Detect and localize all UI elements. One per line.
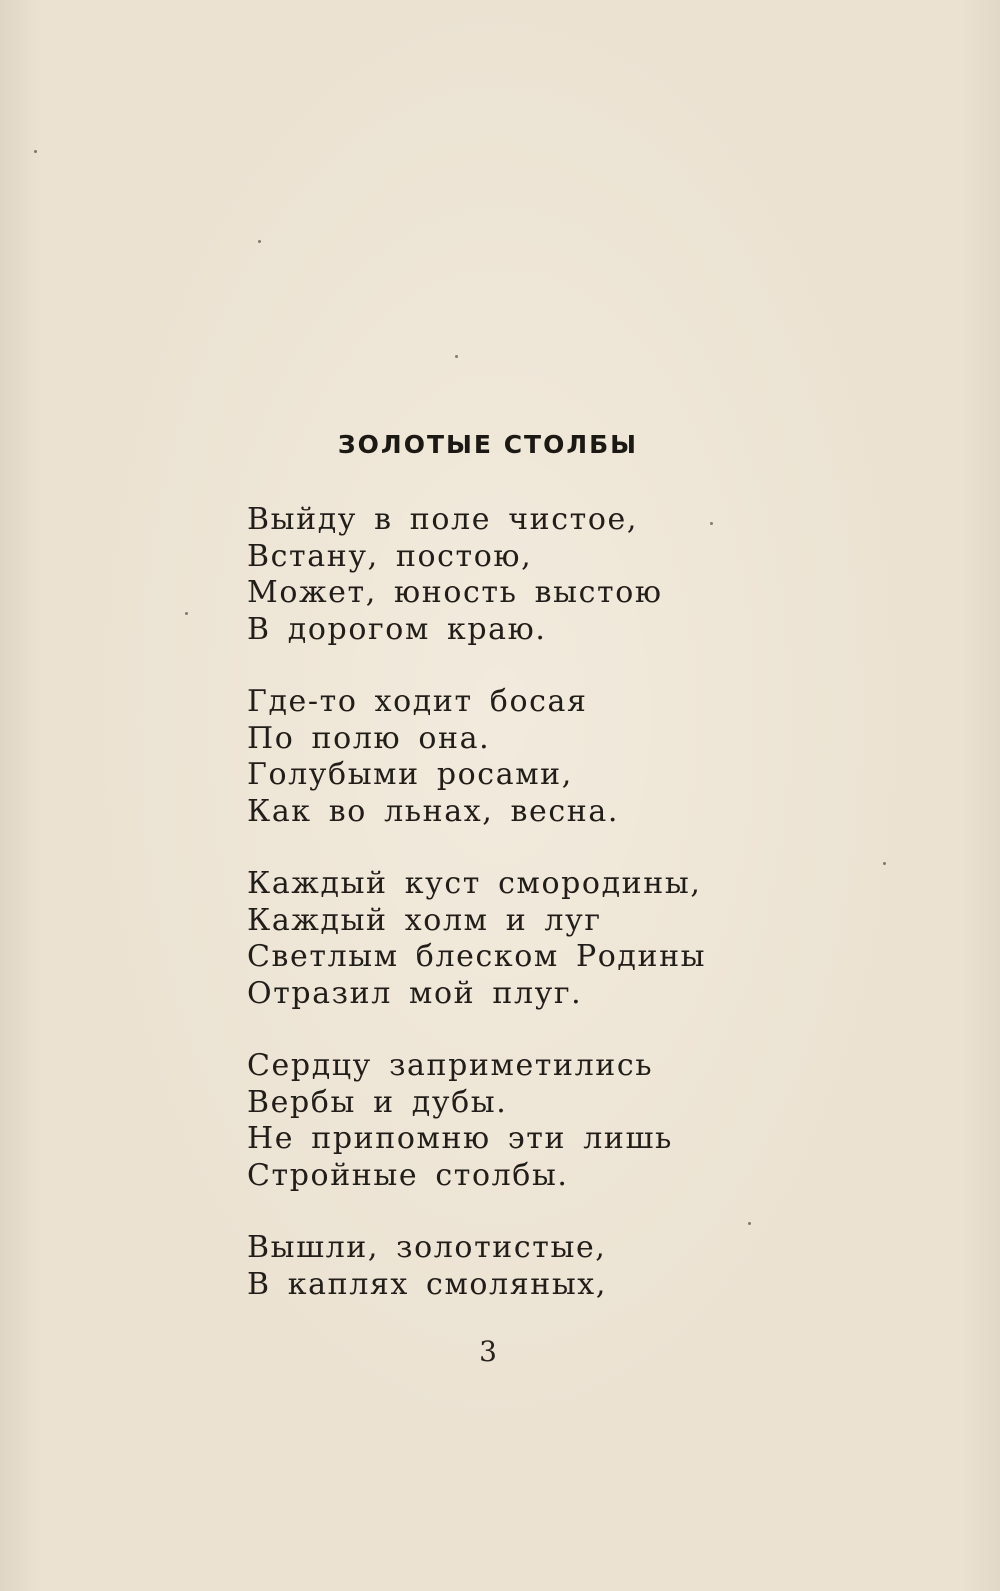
paper-speck: [455, 355, 458, 358]
poem-line: Голубыми росами,: [247, 757, 573, 792]
stanza-2: [247, 684, 706, 830]
poem-line: Каждый куст смородины,: [247, 866, 702, 901]
poem-title: ЗОЛОТЫЕ СТОЛБЫ: [337, 430, 639, 459]
paper-speck: [185, 612, 188, 615]
stanza-4: [247, 1048, 706, 1194]
stanza-5: [247, 1230, 706, 1303]
poem-line: Как во льнах, весна.: [247, 793, 620, 829]
poem-body: [247, 502, 706, 1339]
poem-line: Отразил мой плуг.: [247, 975, 583, 1011]
poem-line: Выйду в поле чистое,: [247, 502, 638, 537]
poem-line: Светлым блеском Родины: [247, 939, 707, 974]
poem-line: По полю она.: [247, 720, 491, 756]
paper-speck: [34, 150, 37, 153]
poem-line: Не припомню эти лишь: [247, 1121, 673, 1156]
poem-line: Вербы и дубы.: [247, 1084, 508, 1120]
poem-line: В дорогом краю.: [247, 611, 547, 647]
poem-line: Встану, постою,: [247, 538, 533, 574]
stanza-3: [247, 866, 706, 1012]
paper-speck: [748, 1222, 751, 1225]
poem-line: Каждый холм и луг: [247, 902, 602, 938]
poem-line: В каплях смоляных,: [247, 1266, 607, 1302]
poem-line: Где-то ходит босая: [247, 684, 588, 719]
paper-speck: [883, 862, 886, 865]
poem-line: Стройные столбы.: [247, 1157, 569, 1193]
poem-line: Вышли, золотистые,: [247, 1230, 607, 1265]
stanza-1: [247, 502, 706, 648]
poem-line: Сердцу заприметились: [247, 1048, 654, 1083]
poem-line: Может, юность выстою: [247, 575, 663, 610]
page-number: 3: [479, 1335, 497, 1368]
paper-speck: [258, 240, 261, 243]
paper-speck: [710, 522, 713, 525]
